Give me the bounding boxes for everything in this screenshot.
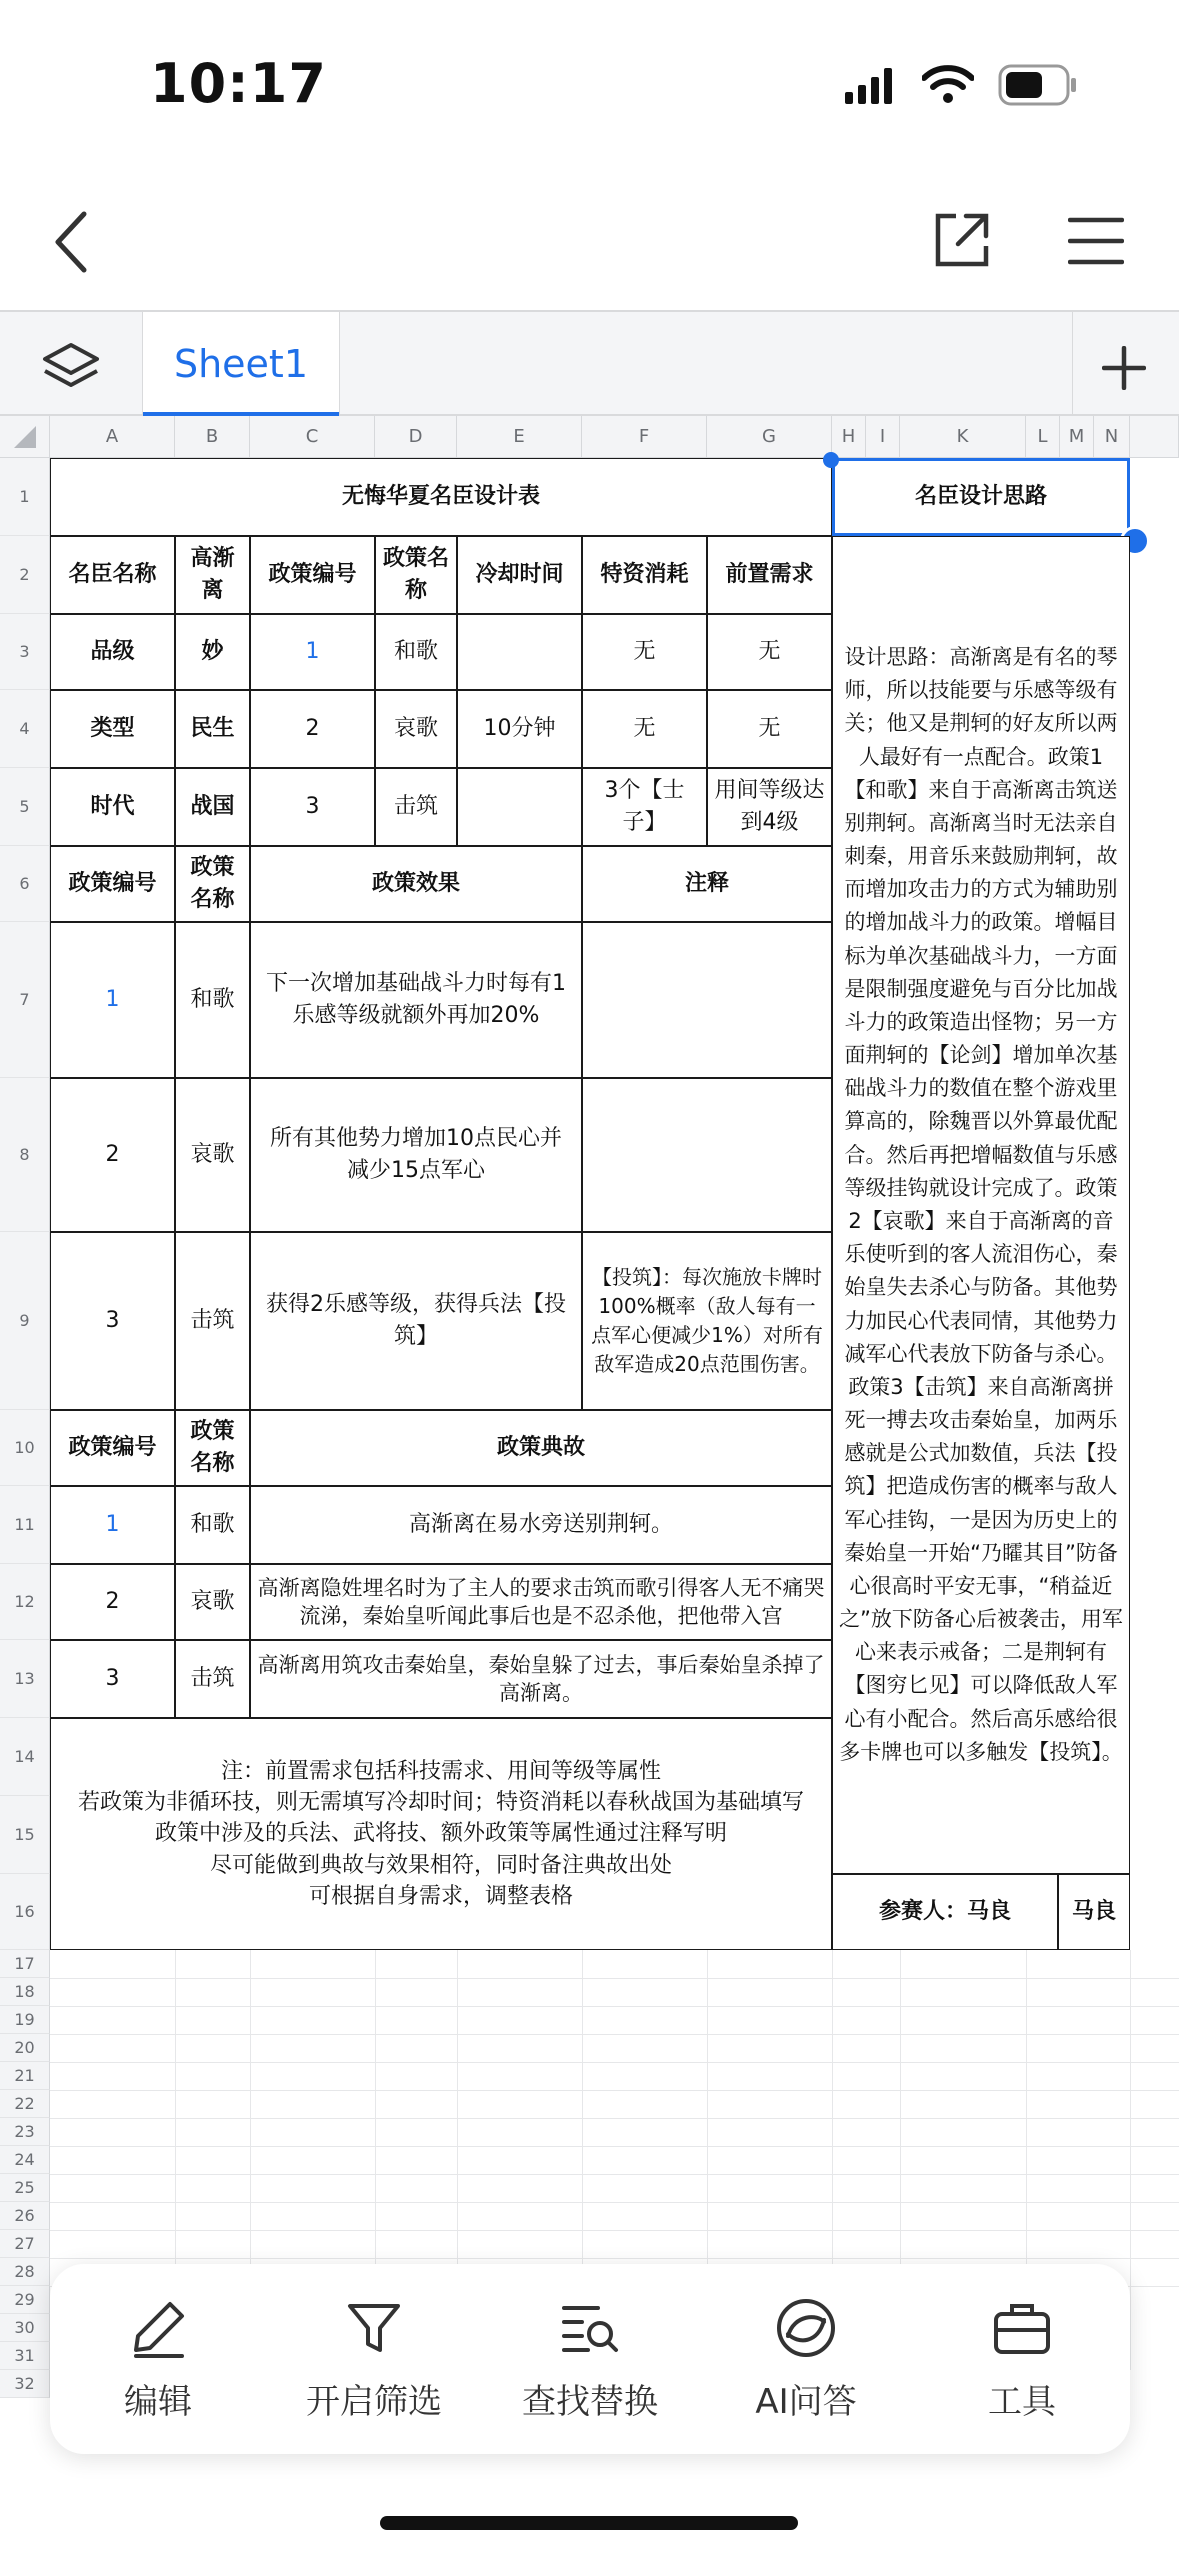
row-header[interactable]: 20 bbox=[0, 2034, 50, 2062]
tools-button[interactable] bbox=[927, 2296, 1117, 2423]
note-line: 可根据自身需求，调整表格 bbox=[308, 1883, 573, 1909]
bottom-toolbar bbox=[50, 2264, 1130, 2454]
cell-s2-no[interactable]: 2 bbox=[50, 1564, 175, 1640]
ai-qa-button[interactable] bbox=[711, 2296, 901, 2423]
row-header[interactable]: 15 bbox=[0, 1796, 50, 1874]
cell-e2-name[interactable]: 哀歌 bbox=[175, 1078, 250, 1232]
cell-effect-2[interactable]: 所有其他势力增加10点民心并减少15点军心 bbox=[250, 1078, 582, 1232]
wifi-icon bbox=[922, 64, 974, 104]
cellular-signal-icon bbox=[845, 68, 895, 104]
row-header[interactable]: 27 bbox=[0, 2230, 50, 2258]
header-note[interactable]: 注释 bbox=[582, 846, 832, 922]
nav-bar bbox=[0, 170, 1179, 310]
col-header-b[interactable]: B bbox=[175, 416, 250, 458]
tab-sheet1[interactable] bbox=[142, 312, 340, 416]
contestant-label[interactable]: 参赛人：马良 bbox=[832, 1874, 1058, 1950]
row-header[interactable]: 6 bbox=[0, 846, 50, 922]
header-type[interactable]: 类型 bbox=[50, 690, 175, 768]
row-header[interactable]: 16 bbox=[0, 1874, 50, 1950]
grid-line bbox=[50, 2062, 1179, 2063]
edit-button[interactable] bbox=[63, 2296, 253, 2423]
col-header-a[interactable]: A bbox=[50, 416, 175, 458]
grid-line bbox=[50, 2006, 1179, 2007]
cell-e1-name[interactable]: 和歌 bbox=[175, 922, 250, 1078]
cell-p2-no[interactable]: 2 bbox=[250, 690, 375, 768]
col-header-c[interactable]: C bbox=[250, 416, 375, 458]
header-effect[interactable]: 政策效果 bbox=[250, 846, 582, 922]
row-header[interactable]: 11 bbox=[0, 1486, 50, 1564]
cell-story-3[interactable]: 高渐离用筑攻击秦始皇，秦始皇躲了过去，事后秦始皇杀掉了高渐离。 bbox=[250, 1640, 832, 1718]
select-all-corner[interactable] bbox=[0, 416, 50, 458]
cell-name[interactable]: 高渐离 bbox=[175, 536, 250, 614]
cell-p1-req[interactable]: 无 bbox=[707, 614, 832, 690]
tab-sheet1-label: Sheet1 bbox=[173, 342, 309, 386]
cell-e3-no[interactable]: 3 bbox=[50, 1232, 175, 1410]
notes-block[interactable] bbox=[50, 1718, 832, 1950]
back-chevron-icon[interactable] bbox=[52, 210, 92, 274]
row-header[interactable]: 30 bbox=[0, 2314, 50, 2342]
cell-e1-no[interactable]: 1 bbox=[50, 922, 175, 1078]
row-header[interactable]: 19 bbox=[0, 2006, 50, 2034]
header-grade[interactable]: 品级 bbox=[50, 614, 175, 690]
grid-line bbox=[50, 1978, 1179, 1979]
header-era[interactable]: 时代 bbox=[50, 768, 175, 846]
header-policy-name-3[interactable]: 政策名称 bbox=[175, 1410, 250, 1486]
row-header[interactable]: 23 bbox=[0, 2118, 50, 2146]
col-header-f[interactable]: F bbox=[582, 416, 707, 458]
find-replace-button[interactable] bbox=[495, 2296, 685, 2423]
edit-label: 编辑 bbox=[124, 2381, 192, 2422]
find-replace-label: 查找替换 bbox=[522, 2381, 658, 2422]
col-header-d[interactable]: D bbox=[375, 416, 457, 458]
note-line: 尽可能做到典故与效果相符，同时备注典故出处 bbox=[209, 1852, 672, 1878]
ai-icon bbox=[774, 2296, 838, 2360]
note-line: 政策中涉及的兵法、武将技、额外政策等属性通过注释写明 bbox=[154, 1821, 727, 1847]
cell-s1-no[interactable]: 1 bbox=[50, 1486, 175, 1564]
row-header[interactable]: 24 bbox=[0, 2146, 50, 2174]
row-header[interactable]: 31 bbox=[0, 2342, 50, 2370]
header-policy-no[interactable]: 政策编号 bbox=[250, 536, 375, 614]
cell-s2-name[interactable]: 哀歌 bbox=[175, 1564, 250, 1640]
row-header[interactable]: 22 bbox=[0, 2090, 50, 2118]
grid-line bbox=[1130, 1950, 1131, 2370]
grid-line bbox=[50, 2118, 1179, 2119]
sheet-tab-bar bbox=[0, 310, 1179, 416]
cell-p2-name[interactable]: 哀歌 bbox=[375, 690, 457, 768]
layers-icon[interactable] bbox=[42, 342, 100, 392]
grid-line bbox=[50, 2034, 1179, 2035]
col-header-h[interactable]: H bbox=[832, 416, 866, 458]
header-policy-name-2[interactable]: 政策名称 bbox=[175, 846, 250, 922]
col-header-n[interactable]: N bbox=[1094, 416, 1130, 458]
note-line: 若政策为非循环技，则无需填写冷却时间；特资消耗以春秋战国为基础填写 bbox=[77, 1790, 804, 1816]
table-title[interactable]: 无悔华夏名臣设计表 bbox=[50, 458, 832, 536]
cell-p1-name[interactable]: 和歌 bbox=[375, 614, 457, 690]
row-header[interactable]: 2 bbox=[0, 536, 50, 614]
row-header[interactable]: 1 bbox=[0, 458, 50, 536]
row-header[interactable]: 5 bbox=[0, 768, 50, 846]
header-policy-no-2[interactable]: 政策编号 bbox=[50, 846, 175, 922]
col-header-m[interactable]: M bbox=[1060, 416, 1094, 458]
cell-era[interactable]: 战国 bbox=[175, 768, 250, 846]
col-header-empty bbox=[1130, 416, 1179, 458]
design-idea-text[interactable]: 设计思路：高渐离是有名的琴师，所以技能要与乐感等级有关；他又是荆轲的好友所以两人最好有一点配合。政策1【和歌】来自于高渐离击筑送别荆轲。高渐离当时无法亲自刺秦，用音乐来鼓励荆轲，故而增加攻击力的方式为辅助别的增加战斗力的政策。增幅目标为单次基础战斗力，一方面是限制强度避免与百分比加战斗力的政策造出怪物；另一方面荆轲的【论剑】增加单次基础战斗力的数值在整个游戏里算高的，除魏晋以外算最优配合。然后再把增幅数值与乐感等级挂钩就设计完成了。政策2【哀歌】来自于高渐离的音乐使听到的客人流泪伤心，秦始皇失去杀心与防备。其他势力加民心代表同情，其他势力减军心代表放下防备与杀心。政策3【击筑】来自高渐离拼死一搏去攻击秦始皇，加两乐感就是公式加数值，兵法【投筑】把造成伤害的概率与敌人军心挂钩，一是因为历史上的秦始皇一开始“乃矐其目”防备心很高时平安无事，“稍益近之”放下防备心后被袭击，用军心来表示戒备；二是荆轲有【图穷匕见】可以降低敌人军心有小配合。然后高乐感给很多卡牌也可以多触发【投筑】。 bbox=[832, 536, 1130, 1874]
row-header[interactable]: 26 bbox=[0, 2202, 50, 2230]
cell-note-1[interactable] bbox=[582, 922, 832, 1078]
filter-label: 开启筛选 bbox=[306, 2381, 442, 2422]
filter-button[interactable] bbox=[279, 2296, 469, 2423]
cell-type[interactable]: 民生 bbox=[175, 690, 250, 768]
grid-line bbox=[50, 2258, 1179, 2259]
menu-icon[interactable] bbox=[1068, 216, 1124, 266]
battery-icon bbox=[998, 64, 1078, 106]
cell-p3-name[interactable]: 击筑 bbox=[375, 768, 457, 846]
cell-p3-cd[interactable] bbox=[457, 768, 582, 846]
toolbox-icon bbox=[990, 2296, 1054, 2360]
note-line: 注：前置需求包括科技需求、用间等级等属性 bbox=[220, 1758, 661, 1784]
cell-p3-req[interactable]: 用间等级达到4级 bbox=[707, 768, 832, 846]
header-policy-no-3[interactable]: 政策编号 bbox=[50, 1410, 175, 1486]
col-header-k[interactable]: K bbox=[900, 416, 1026, 458]
home-indicator bbox=[380, 2516, 798, 2530]
row-header[interactable]: 28 bbox=[0, 2258, 50, 2286]
spreadsheet-grid[interactable] bbox=[0, 416, 1179, 2556]
grid-line bbox=[50, 2090, 1179, 2091]
cell-e3-name[interactable]: 击筑 bbox=[175, 1232, 250, 1410]
tools-label: 工具 bbox=[988, 2381, 1056, 2422]
divider bbox=[1072, 312, 1073, 416]
header-cost[interactable]: 特资消耗 bbox=[582, 536, 707, 614]
grid-line bbox=[50, 2146, 1179, 2147]
header-policy-name[interactable]: 政策名称 bbox=[375, 536, 457, 614]
cell-s3-name[interactable]: 击筑 bbox=[175, 1640, 250, 1718]
header-story[interactable]: 政策典故 bbox=[250, 1410, 832, 1486]
grid-line bbox=[50, 2230, 1179, 2231]
row-header[interactable]: 3 bbox=[0, 614, 50, 690]
contestant-name[interactable]: 马良 bbox=[1058, 1874, 1130, 1950]
cell-story-2[interactable]: 高渐离隐姓埋名时为了主人的要求击筑而歌引得客人无不痛哭流涕，秦始皇听闻此事后也是不忍杀他，把他带入宫 bbox=[250, 1564, 832, 1640]
col-header-l[interactable]: L bbox=[1026, 416, 1060, 458]
cell-p3-no[interactable]: 3 bbox=[250, 768, 375, 846]
cell-p1-no[interactable]: 1 bbox=[250, 614, 375, 690]
cell-story-1[interactable]: 高渐离在易水旁送别荆轲。 bbox=[250, 1486, 832, 1564]
selection-handle-top[interactable] bbox=[823, 452, 839, 468]
row-header[interactable]: 12 bbox=[0, 1564, 50, 1640]
cell-note-3[interactable]: 【投筑】：每次施放卡牌时100%概率（敌人每有一点军心便减少1%）对所有敌军造成20点范围伤害。 bbox=[582, 1232, 832, 1410]
col-header-i[interactable]: I bbox=[866, 416, 900, 458]
grid-line bbox=[50, 2202, 1179, 2203]
cell-s1-name[interactable]: 和歌 bbox=[175, 1486, 250, 1564]
grid-line bbox=[50, 2174, 1179, 2175]
cell-note-2[interactable] bbox=[582, 1078, 832, 1232]
filter-funnel-icon bbox=[342, 2296, 406, 2360]
row-header[interactable]: 32 bbox=[0, 2370, 50, 2398]
cell-effect-3[interactable]: 获得2乐感等级，获得兵法【投筑】 bbox=[250, 1232, 582, 1410]
cell-p2-req[interactable]: 无 bbox=[707, 690, 832, 768]
cell-grade[interactable]: 妙 bbox=[175, 614, 250, 690]
row-header[interactable]: 10 bbox=[0, 1410, 50, 1486]
cell-s3-no[interactable]: 3 bbox=[50, 1640, 175, 1718]
col-header-g[interactable]: G bbox=[707, 416, 832, 458]
col-header-e[interactable]: E bbox=[457, 416, 582, 458]
row-header[interactable]: 25 bbox=[0, 2174, 50, 2202]
row-header[interactable]: 9 bbox=[0, 1232, 50, 1410]
header-prereq[interactable]: 前置需求 bbox=[707, 536, 832, 614]
cell-p1-cost[interactable]: 无 bbox=[582, 614, 707, 690]
share-export-icon[interactable] bbox=[932, 210, 992, 270]
add-sheet-icon[interactable] bbox=[1102, 346, 1146, 390]
cell-p1-cd[interactable] bbox=[457, 614, 582, 690]
row-header[interactable]: 17 bbox=[0, 1950, 50, 1978]
header-cooldown[interactable]: 冷却时间 bbox=[457, 536, 582, 614]
row-header[interactable]: 21 bbox=[0, 2062, 50, 2090]
row-header[interactable]: 4 bbox=[0, 690, 50, 768]
pencil-icon bbox=[126, 2296, 190, 2360]
row-header[interactable]: 7 bbox=[0, 922, 50, 1078]
status-bar bbox=[0, 0, 1179, 170]
cell-p2-cd[interactable]: 10分钟 bbox=[457, 690, 582, 768]
cell-e2-no[interactable]: 2 bbox=[50, 1078, 175, 1232]
header-name[interactable]: 名臣名称 bbox=[50, 536, 175, 614]
row-header[interactable]: 8 bbox=[0, 1078, 50, 1232]
row-header[interactable]: 14 bbox=[0, 1718, 50, 1796]
row-header[interactable]: 18 bbox=[0, 1978, 50, 2006]
ai-qa-label: AI问答 bbox=[755, 2381, 857, 2422]
cell-p3-cost[interactable]: 3个【士子】 bbox=[582, 768, 707, 846]
status-time: 10:17 bbox=[150, 52, 327, 115]
cell-p2-cost[interactable]: 无 bbox=[582, 690, 707, 768]
cell-effect-1[interactable]: 下一次增加基础战斗力时每有1乐感等级就额外再加20% bbox=[250, 922, 582, 1078]
find-replace-icon bbox=[558, 2296, 622, 2360]
row-header[interactable]: 13 bbox=[0, 1640, 50, 1718]
row-header[interactable]: 29 bbox=[0, 2286, 50, 2314]
design-idea-title[interactable]: 名臣设计思路 bbox=[832, 458, 1130, 536]
